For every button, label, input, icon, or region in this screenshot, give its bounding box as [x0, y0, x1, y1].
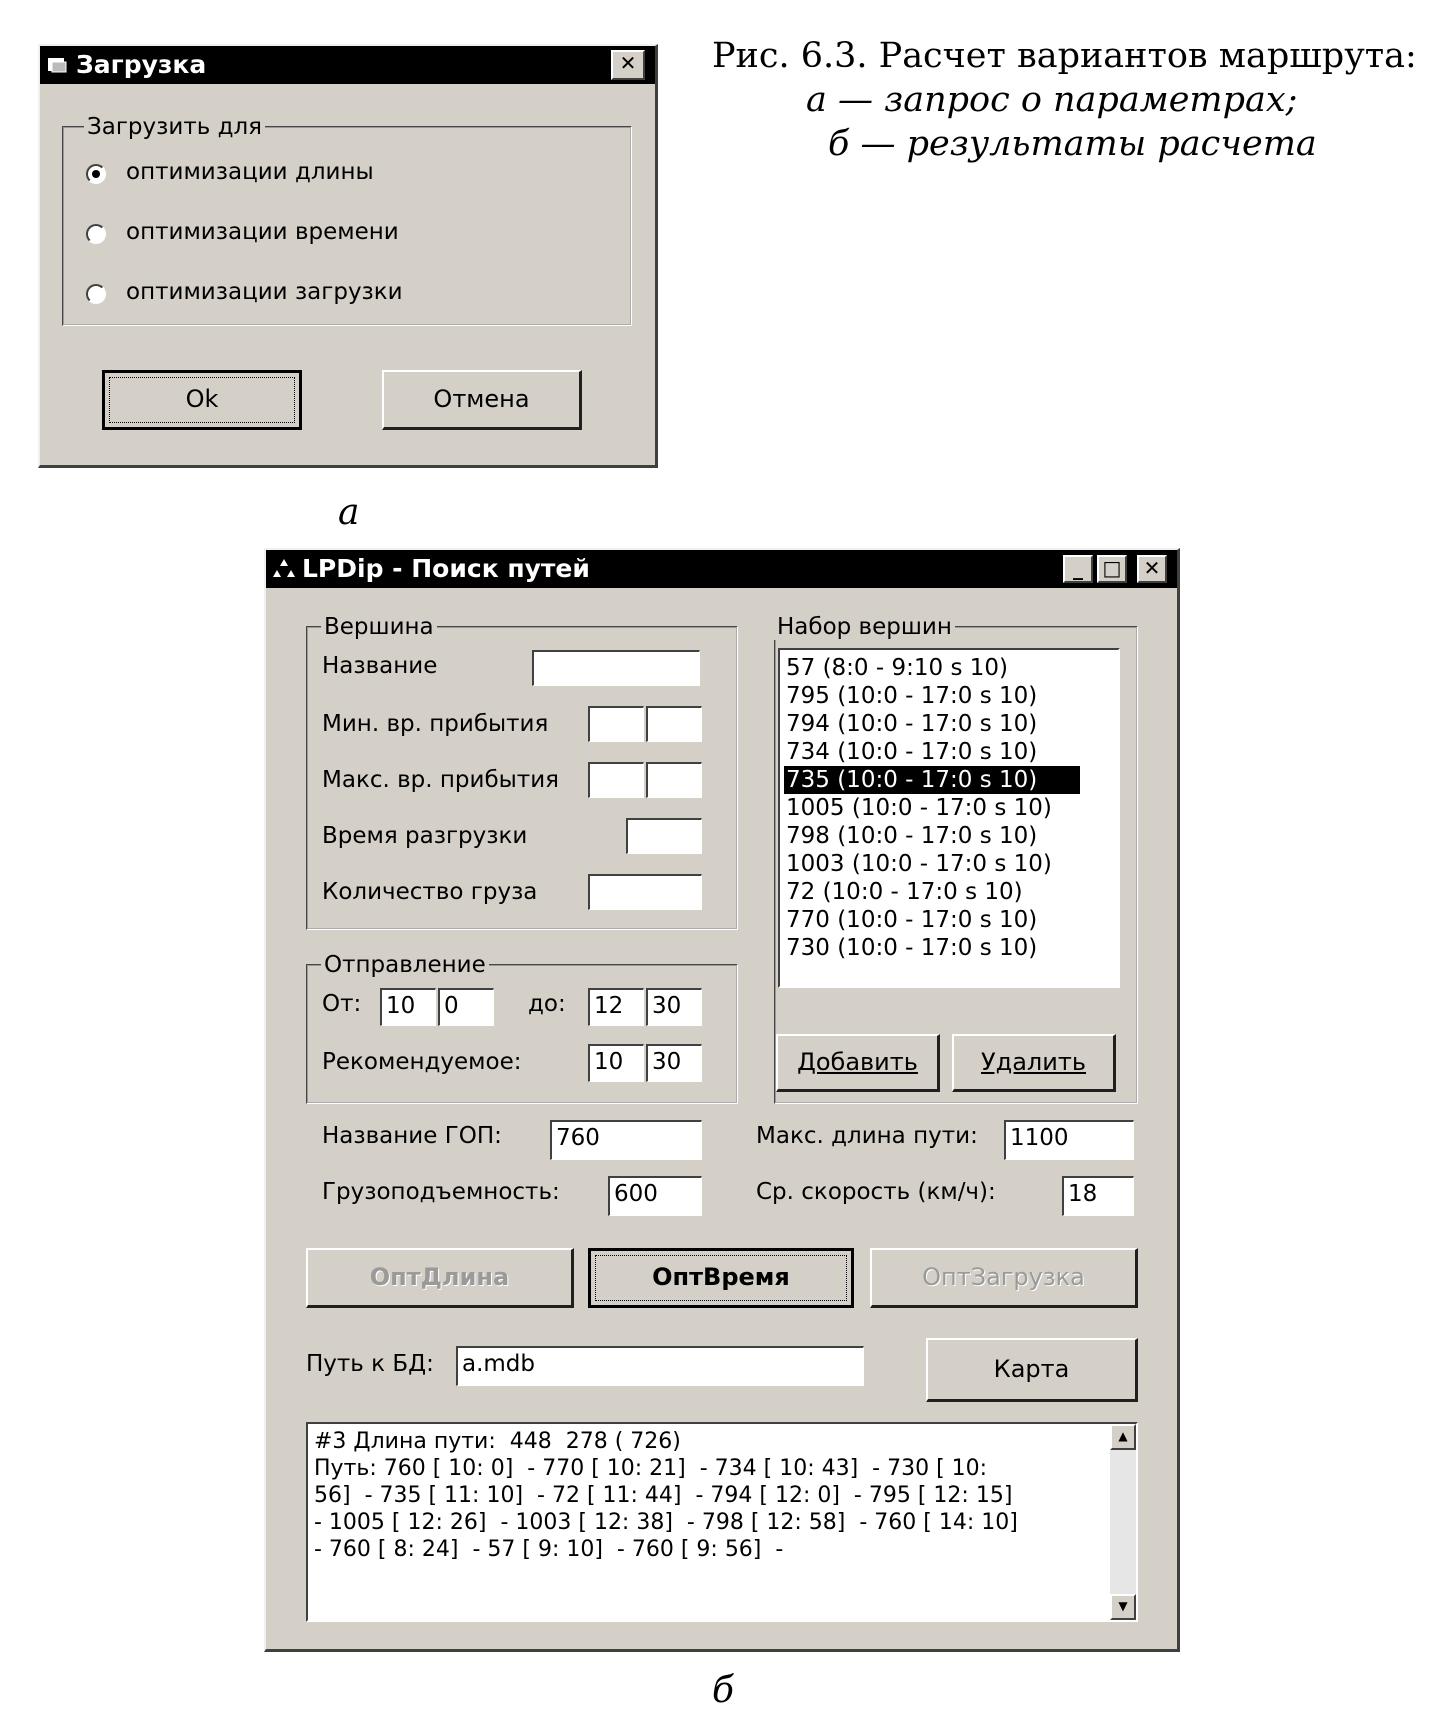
opt-time-label: ОптВремя [652, 1263, 790, 1291]
figure-caption-line1: Рис. 6.3. Расчет вариантов маршрута: [712, 36, 1417, 76]
db-path-label: Путь к БД: [306, 1351, 434, 1377]
minimize-button[interactable] [1063, 555, 1093, 583]
vertex-name-field[interactable] [532, 650, 700, 686]
to-hours-field[interactable]: 12 [588, 988, 644, 1026]
vertex-list-item[interactable]: 1003 (10:0 - 17:0 s 10) [786, 851, 1052, 877]
radio-optimize-length[interactable] [86, 164, 106, 184]
focus-rect [595, 1255, 847, 1301]
min-arrival-minutes-field[interactable] [646, 706, 702, 742]
avg-speed-field[interactable]: 18 [1062, 1176, 1134, 1216]
vertex-list-item[interactable]: 72 (10:0 - 17:0 s 10) [786, 879, 1023, 905]
load-dialog-title: Загрузка [76, 50, 207, 79]
add-button-label: Добавить [797, 1048, 918, 1076]
gop-name-field[interactable]: 760 [550, 1120, 702, 1160]
vertex-list-item[interactable]: 734 (10:0 - 17:0 s 10) [786, 739, 1038, 765]
cancel-button-label: Отмена [433, 385, 530, 413]
radio-label-optimize-time[interactable]: оптимизации времени [126, 219, 399, 245]
cargo-amount-label: Количество груза [322, 879, 538, 905]
vertex-list-item[interactable]: 1005 (10:0 - 17:0 s 10) [786, 795, 1052, 821]
vertex-list-item[interactable]: 730 (10:0 - 17:0 s 10) [786, 935, 1038, 961]
window-icon [46, 53, 70, 77]
avg-speed-label: Ср. скорость (км/ч): [756, 1179, 996, 1205]
opt-time-button[interactable] [588, 1248, 854, 1308]
radio-label-optimize-load[interactable]: оптимизации загрузки [126, 279, 403, 305]
recommended-hours-field[interactable]: 10 [588, 1044, 644, 1082]
app-icon [272, 557, 296, 581]
vertex-list-item[interactable]: 795 (10:0 - 17:0 s 10) [786, 683, 1038, 709]
figure-label-b: б [712, 1670, 734, 1711]
max-length-label: Макс. длина пути: [756, 1123, 978, 1149]
result-textarea[interactable] [306, 1422, 1138, 1622]
map-button[interactable] [926, 1338, 1138, 1402]
vertex-list[interactable] [778, 648, 1120, 988]
remove-button-label: Удалить [981, 1048, 1086, 1076]
scroll-up-button[interactable] [1110, 1424, 1136, 1450]
vertex-name-label: Название [322, 653, 438, 679]
max-arrival-hours-field[interactable] [588, 762, 644, 798]
result-scrollbar[interactable] [1110, 1424, 1136, 1620]
cargo-amount-field[interactable] [588, 874, 702, 910]
radio-optimize-time[interactable] [86, 224, 106, 244]
min-arrival-label: Мин. вр. прибытия [322, 711, 549, 737]
focus-rect [109, 377, 295, 423]
load-dialog-titlebar[interactable] [40, 46, 655, 84]
add-button[interactable] [776, 1034, 940, 1092]
to-label: до: [528, 991, 566, 1017]
load-for-group-title: Загрузить для [84, 114, 265, 140]
radio-optimize-load[interactable] [86, 284, 106, 304]
vertex-list-item[interactable]: 770 (10:0 - 17:0 s 10) [786, 907, 1038, 933]
min-arrival-hours-field[interactable] [588, 706, 644, 742]
capacity-field[interactable]: 600 [608, 1176, 702, 1216]
departure-group-title: Отправление [321, 952, 489, 978]
radio-label-optimize-length[interactable]: оптимизации длины [126, 159, 374, 185]
vertex-list-item[interactable]: 57 (8:0 - 9:10 s 10) [786, 655, 1008, 681]
radio-selected-dot [92, 170, 100, 178]
path-window-titlebar[interactable] [266, 550, 1177, 588]
ok-button-label: Ok [185, 385, 219, 413]
figure-caption-line2: а — запрос о параметрах; [806, 80, 1298, 120]
figure-caption-line3: б — результаты расчета [828, 124, 1317, 164]
close-icon: ✕ [619, 51, 637, 75]
db-path-field[interactable]: a.mdb [456, 1346, 864, 1386]
maximize-icon: □ [1102, 556, 1122, 580]
recommended-minutes-field[interactable]: 30 [646, 1044, 702, 1082]
departure-group [306, 964, 738, 1104]
minimize-icon: _ [1073, 556, 1083, 580]
close-button[interactable] [611, 50, 645, 80]
map-button-label: Карта [993, 1355, 1070, 1383]
unload-time-label: Время разгрузки [322, 823, 528, 849]
opt-length-button[interactable] [306, 1248, 574, 1308]
opt-load-label: ОптЗагрузка [922, 1263, 1085, 1291]
ok-button[interactable] [102, 370, 302, 430]
figure-label-a: а [338, 492, 360, 533]
scroll-down-button[interactable] [1110, 1594, 1136, 1620]
vertex-list-item[interactable]: 798 (10:0 - 17:0 s 10) [786, 823, 1038, 849]
remove-button[interactable] [952, 1034, 1116, 1092]
vertex-list-item[interactable]: 735 (10:0 - 17:0 s 10) [784, 766, 1080, 794]
capacity-label: Грузоподъемность: [322, 1179, 560, 1205]
opt-load-button[interactable] [870, 1248, 1138, 1308]
max-length-field[interactable]: 1100 [1004, 1120, 1134, 1160]
opt-length-label: ОптДлина [369, 1263, 510, 1291]
from-label: От: [322, 991, 362, 1017]
from-hours-field[interactable]: 10 [380, 988, 436, 1026]
path-window-title: LPDip - Поиск путей [302, 554, 590, 583]
scroll-down-icon: ▼ [1118, 1599, 1128, 1613]
vertex-list-item[interactable]: 794 (10:0 - 17:0 s 10) [786, 711, 1038, 737]
max-arrival-label: Макс. вр. прибытия [322, 767, 559, 793]
close-button[interactable] [1137, 555, 1167, 583]
cancel-button[interactable] [382, 370, 582, 430]
to-minutes-field[interactable]: 30 [646, 988, 702, 1026]
result-text: #3 Длина пути: 448 278 ( 726) Путь: 760 [ 10: 0] - 770 [ 10: 21] - 734 [ 10: 43] - 730 [ 10: 56] - 735 [ 11: 10] - 72 [ 11: 44] - 794 [ 12: 0] - 795 [ 12: 15] - 1005 [ 12: 26] - 1003 [ 12: 38] - 798 [ 12: 58] - 760 [ 14: 10] - 760 [ 8: 24] - 57 [ 9: 10] - 760 [ 9: 56] - [314, 1429, 1018, 1562]
scroll-up-icon: ▲ [1118, 1429, 1128, 1443]
path-search-window [264, 548, 1180, 1652]
gop-name-label: Название ГОП: [322, 1123, 502, 1149]
recommended-label: Рекомендуемое: [322, 1049, 522, 1075]
from-minutes-field[interactable]: 0 [438, 988, 494, 1026]
vertex-group-title: Вершина [321, 614, 437, 640]
unload-time-field[interactable] [626, 818, 702, 854]
max-arrival-minutes-field[interactable] [646, 762, 702, 798]
maximize-button[interactable] [1097, 555, 1127, 583]
close-icon: ✕ [1143, 556, 1161, 580]
vertex-set-title: Набор вершин [774, 614, 955, 640]
load-dialog [38, 44, 658, 468]
